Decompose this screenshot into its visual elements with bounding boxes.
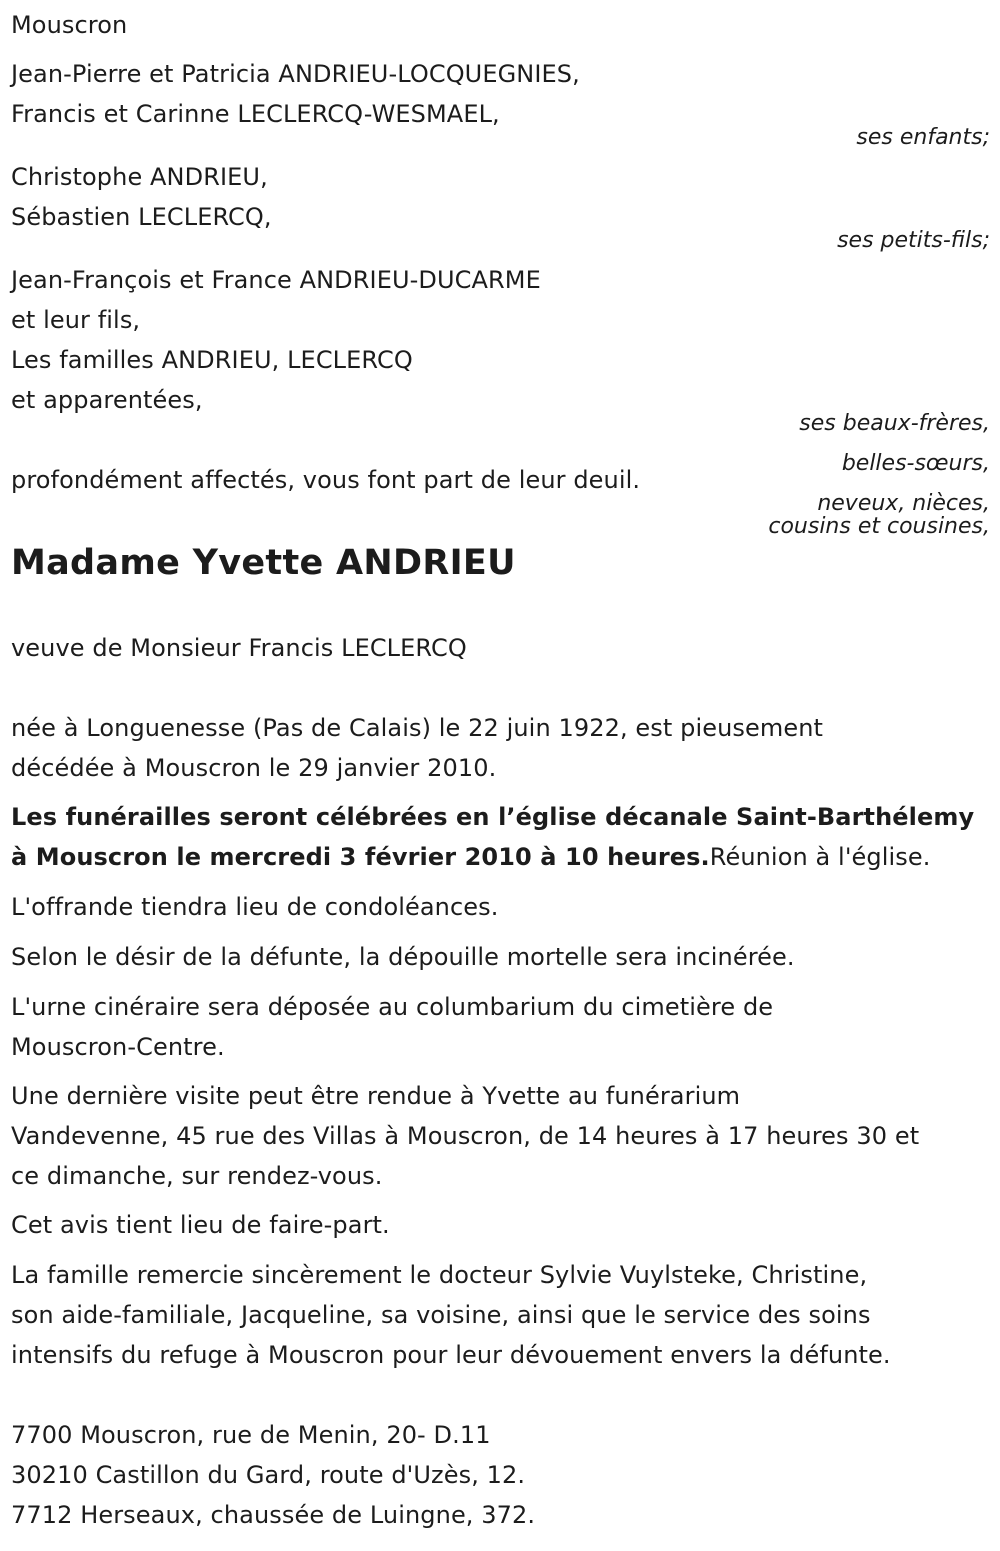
relatives-role-4: cousins et cousines, <box>768 514 990 539</box>
children-role: ses enfants; <box>856 125 990 150</box>
funeral-line-2 <box>11 842 930 872</box>
offering: L'offrande tiendra lieu de condoléances. <box>11 893 499 921</box>
address-1: 7700 Mouscron, rue de Menin, 20- D.11 <box>11 1421 491 1449</box>
widow-of: veuve de Monsieur Francis LECLERCQ <box>11 634 467 662</box>
relatives-role-1: ses beaux-frères, <box>799 411 990 436</box>
relatives-role-3: neveux, nièces, <box>817 491 990 516</box>
announcement: profondément affectés, vous font part de leur deuil. <box>11 466 641 494</box>
relatives-line-3: Les familles ANDRIEU, LECLERCQ <box>11 346 413 374</box>
grandchildren-line-2: Sébastien LECLERCQ, <box>11 203 272 231</box>
thanks-line-3: intensifs du refuge à Mouscron pour leur dévouement envers la défunte. <box>11 1341 891 1369</box>
relatives-line-4: et apparentées, <box>11 386 203 414</box>
relatives-line-1: Jean-François et France ANDRIEU-DUCARME <box>11 266 541 294</box>
locality: Mouscron <box>11 11 128 39</box>
funeral-date: à Mouscron le mercredi 3 février 2010 à 10 heures. <box>11 843 710 871</box>
thanks-line-1: La famille remercie sincèrement le docteur Sylvie Vuylsteke, Christine, <box>11 1261 868 1289</box>
thanks-line-2: son aide-familiale, Jacqueline, sa voisine, ainsi que le service des soins <box>11 1301 871 1329</box>
birth-death-line-2: décédée à Mouscron le 29 janvier 2010. <box>11 754 497 782</box>
address-3: 7712 Herseaux, chaussée de Luingne, 372. <box>11 1501 536 1529</box>
relatives-line-2: et leur fils, <box>11 306 141 334</box>
grandchildren-role: ses petits-fils; <box>837 228 990 253</box>
cremation: Selon le désir de la défunte, la dépouille mortelle sera incinérée. <box>11 943 795 971</box>
visit-line-2: Vandevenne, 45 rue des Villas à Mouscron, de 14 heures à 17 heures 30 et <box>11 1122 920 1150</box>
children-line-2: Francis et Carinne LECLERCQ-WESMAEL, <box>11 100 500 128</box>
visit-line-1: Une dernière visite peut être rendue à Yvette au funérarium <box>11 1082 741 1110</box>
grandchildren-line-1: Christophe ANDRIEU, <box>11 163 268 191</box>
urn-line-1: L'urne cinéraire sera déposée au columbarium du cimetière de <box>11 993 774 1021</box>
children-line-1: Jean-Pierre et Patricia ANDRIEU-LOCQUEGNIES, <box>11 60 580 88</box>
notice: Cet avis tient lieu de faire-part. <box>11 1211 390 1239</box>
relatives-role-2: belles-sœurs, <box>841 451 990 476</box>
urn-line-2: Mouscron-Centre. <box>11 1033 225 1061</box>
address-2: 30210 Castillon du Gard, route d'Uzès, 12. <box>11 1461 526 1489</box>
funeral-meeting: Réunion à l'église. <box>709 843 931 871</box>
funeral-line-1: Les funérailles seront célébrées en l’église décanale Saint-Barthélemy <box>11 803 975 831</box>
deceased-name: Madame Yvette ANDRIEU <box>11 543 516 583</box>
birth-death-line-1: née à Longuenesse (Pas de Calais) le 22 juin 1922, est pieusement <box>11 714 824 742</box>
visit-line-3: ce dimanche, sur rendez-vous. <box>11 1162 383 1190</box>
